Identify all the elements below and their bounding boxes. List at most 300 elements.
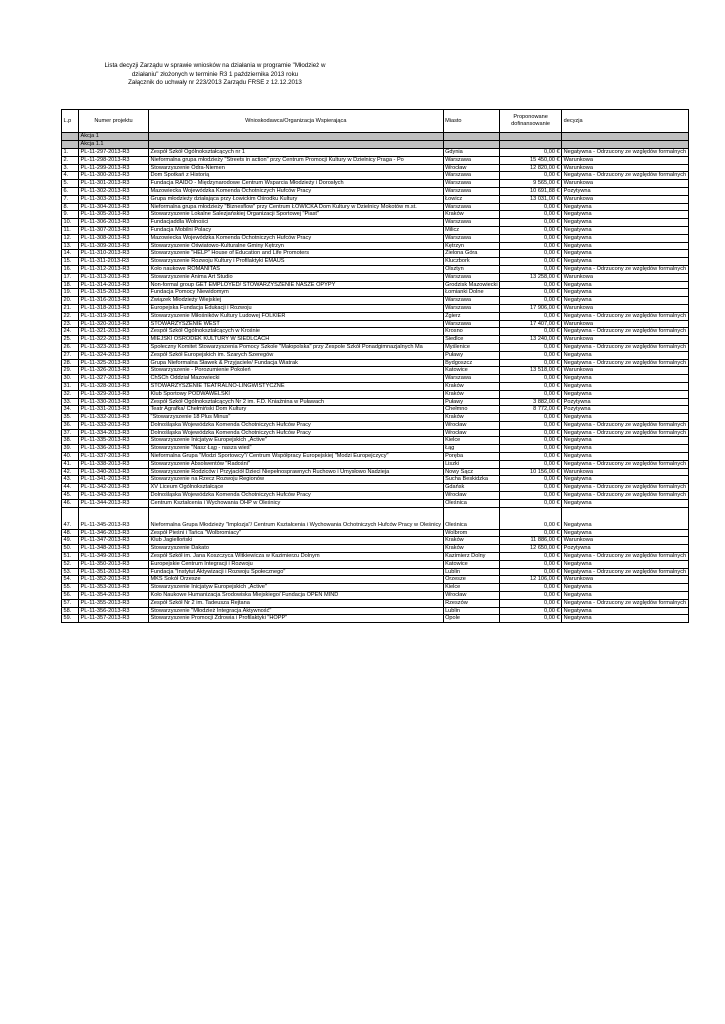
cell-project-number: PL-11-324-2013-R3 xyxy=(79,351,149,359)
table-row xyxy=(62,607,689,615)
cell-project-number: PL-11-348-2013-R3 xyxy=(79,545,149,553)
cell-project-number: PL-11-309-2013-R3 xyxy=(79,242,149,250)
cell-amount: 0,00 € xyxy=(500,529,562,537)
table-row xyxy=(62,460,689,468)
cell-organization: Centrum Kształcenia i Wychowania OHP w Oleśnicy xyxy=(149,499,444,507)
cell-project-number: PL-11-350-2013-R3 xyxy=(79,560,149,568)
cell-project-number: PL-11-297-2013-R3 xyxy=(79,149,149,157)
cell-decision: Negatywna - Odrzucony ze względów formalnych xyxy=(563,553,687,560)
cell-lp: 57. xyxy=(62,599,79,607)
cell-amount: 0,00 € xyxy=(500,445,562,453)
cell-project-number: PL-11-340-2013-R3 xyxy=(79,468,149,476)
cell-city: Opole xyxy=(443,615,500,623)
cell-city: Orzesze xyxy=(443,576,500,584)
cell-lp: 18. xyxy=(62,281,79,289)
cell-project-number: PL-11-312-2013-R3 xyxy=(79,265,149,273)
cell-project-number: PL-11-316-2013-R3 xyxy=(79,297,149,305)
cell-amount: 0,00 € xyxy=(500,421,562,429)
cell-amount: 0,00 € xyxy=(500,149,562,157)
cell-decision: Negatywna xyxy=(562,281,689,289)
cell-organization: Grupa Nieformalna Sławek & Przyjaciele/ Fundacja Wiatrak xyxy=(149,359,444,367)
cell-decision: Warunkowa xyxy=(562,304,689,312)
cell-project-number: PL-11-334-2013-R3 xyxy=(79,429,149,437)
col-header-city: Miasto xyxy=(443,110,500,133)
document-header xyxy=(70,62,360,88)
cell-organization: Klub Jagielloński xyxy=(149,537,444,545)
cell-amount: 12 106,00 € xyxy=(500,576,562,584)
table-row xyxy=(62,258,689,266)
cell-lp: 51. xyxy=(62,553,79,561)
cell-decision: Negatywna - Odrzucony ze względów formalnych xyxy=(563,149,687,155)
cell-decision: Pozytywna xyxy=(562,187,689,195)
cell-lp: 47. xyxy=(62,507,79,529)
cell-organization: Stowarzyszenie Lokalne Salezjańskiej Organizacji Sportowej "Piast" xyxy=(149,211,444,219)
table-row xyxy=(62,164,689,172)
cell-decision: Negatywna xyxy=(562,351,689,359)
cell-city: Warszawa xyxy=(443,156,500,164)
cell-organization: Stowarzyszenie na Rzecz Rozwoju Regionów xyxy=(149,476,444,484)
cell-project-number: PL-11-302-2013-R3 xyxy=(79,187,149,195)
cell-project-number: PL-11-341-2013-R3 xyxy=(79,476,149,484)
cell-city: Liszki xyxy=(443,460,500,468)
cell-decision: Negatywna xyxy=(562,414,689,422)
cell-amount: 0,00 € xyxy=(500,584,562,592)
cell-lp: 1. xyxy=(62,149,79,157)
cell-city: Wrocław xyxy=(443,429,500,437)
table-row xyxy=(62,149,689,157)
cell-decision: Negatywna xyxy=(562,258,689,266)
table-row xyxy=(62,390,689,398)
cell-city: Poręba xyxy=(443,453,500,461)
cell-lp: 25. xyxy=(62,336,79,344)
cell-amount: 0,00 € xyxy=(500,359,562,367)
cell-organization: Zespół Szkół Ogólnokształcących w Krośnie xyxy=(149,328,444,336)
cell-project-number: PL-11-351-2013-R3 xyxy=(79,568,149,576)
table-row xyxy=(62,172,689,180)
cell-city: Warszawa xyxy=(443,203,500,211)
cell-organization: Fundacja Mobilni Polacy xyxy=(149,226,444,234)
cell-lp: 6. xyxy=(62,187,79,195)
cell-decision: Negatywna xyxy=(562,592,689,600)
cell-amount: 3 882,00 € xyxy=(500,398,562,406)
cell-project-number: PL-11-342-2013-R3 xyxy=(79,484,149,492)
cell-lp: 9. xyxy=(62,211,79,219)
cell-organization: Mazowiecka Wojewódzka Komenda Ochotniczych Hufców Pracy xyxy=(149,187,444,195)
cell-organization: Koło naukowe ROMANITAS xyxy=(149,265,444,273)
cell-city: Kraków xyxy=(443,390,500,398)
col-header-org: Wnioskodawca/Organizacja Wspierająca xyxy=(149,110,444,133)
cell-project-number: PL-11-310-2013-R3 xyxy=(79,250,149,258)
cell-city: Bydgoszcz xyxy=(443,359,500,367)
cell-lp: 20. xyxy=(62,297,79,305)
cell-city: Kraków xyxy=(443,545,500,553)
cell-city: Wolbrom xyxy=(443,529,500,537)
cell-lp: 14. xyxy=(62,250,79,258)
table-row xyxy=(62,453,689,461)
table-row xyxy=(62,560,689,568)
table-row xyxy=(62,312,689,320)
cell-organization: Europejskie Centrum Integracji i Rozwoju xyxy=(149,560,444,568)
cell-lp: 29. xyxy=(62,367,79,375)
cell-organization: Stowarzyszenie Anima Art Studio xyxy=(149,273,444,281)
cell-lp: 49. xyxy=(62,537,79,545)
table-row xyxy=(62,180,689,188)
cell-city: Katowice xyxy=(443,560,500,568)
cell-city: Rzeszów xyxy=(443,599,500,607)
cell-decision: Negatywna - Odrzucony ze względów formalnych xyxy=(563,328,687,335)
cell-amount: 11 886,00 € xyxy=(500,537,562,545)
table-row xyxy=(62,445,689,453)
cell-amount: 0,00 € xyxy=(500,351,562,359)
cell-decision: Negatywna xyxy=(562,219,689,227)
cell-lp: 39. xyxy=(62,445,79,453)
cell-amount: 10 156,00 € xyxy=(500,468,562,476)
cell-amount: 0,00 € xyxy=(500,437,562,445)
cell-decision: Negatywna xyxy=(562,390,689,398)
cell-decision: Pozytywna xyxy=(562,398,689,406)
cell-amount: 13 031,00 € xyxy=(500,195,562,203)
cell-project-number: PL-11-327-2013-R3 xyxy=(79,375,149,383)
table-row xyxy=(62,375,689,383)
cell-city: Milicz xyxy=(443,226,500,234)
cell-project-number: PL-11-346-2013-R3 xyxy=(79,529,149,537)
cell-amount: 0,00 € xyxy=(500,507,562,529)
cell-decision: Warunkowa xyxy=(562,537,689,545)
cell-project-number: PL-11-332-2013-R3 xyxy=(79,414,149,422)
cell-project-number: PL-11-345-2013-R3 xyxy=(79,507,149,529)
cell-city: Myślenice xyxy=(443,343,500,351)
group-label: Akcja 1.1 xyxy=(79,141,149,149)
header-line-2: działaniu" złożonych w terminie R3 1 października 2013 roku xyxy=(131,70,299,78)
cell-city: Kraków xyxy=(443,414,500,422)
cell-amount: 0,00 € xyxy=(500,607,562,615)
cell-city: Lublin xyxy=(443,607,500,615)
cell-city: Warszawa xyxy=(443,375,500,383)
cell-lp: 23. xyxy=(62,320,79,328)
cell-city: Kielce xyxy=(443,584,500,592)
cell-project-number: PL-11-321-2013-R3 xyxy=(79,328,149,336)
cell-decision: Negatywna xyxy=(562,297,689,305)
cell-amount: 17 906,00 € xyxy=(500,304,562,312)
cell-amount: 0,00 € xyxy=(500,599,562,607)
cell-organization: Dom Spotkań z Historią xyxy=(149,172,444,180)
cell-decision: Negatywna - Odrzucony ze względów formalnych xyxy=(563,265,687,272)
cell-lp: 38. xyxy=(62,437,79,445)
cell-amount: 0,00 € xyxy=(500,258,562,266)
cell-city: Łomianki Dolne xyxy=(443,289,500,297)
cell-organization: MIEJSKI OŚRODEK KULTURY W SIEDLCACH xyxy=(149,336,444,344)
cell-amount: 0,00 € xyxy=(500,615,562,623)
cell-project-number: PL-11-347-2013-R3 xyxy=(79,537,149,545)
cell-lp: 28. xyxy=(62,359,79,367)
cell-decision: Negatywna xyxy=(562,453,689,461)
cell-organization: Klub Sportowy PODWAWELSKI xyxy=(149,390,444,398)
cell-project-number: PL-11-319-2013-R3 xyxy=(79,312,149,320)
cell-project-number: PL-11-299-2013-R3 xyxy=(79,164,149,172)
table-row xyxy=(62,398,689,406)
cell-project-number: PL-11-328-2013-R3 xyxy=(79,382,149,390)
cell-decision: Negatywna xyxy=(562,560,689,568)
cell-project-number: PL-11-301-2013-R3 xyxy=(79,180,149,188)
cell-amount: 8 772,00 € xyxy=(500,406,562,414)
cell-amount: 0,00 € xyxy=(500,250,562,258)
table-header-row xyxy=(62,110,689,133)
cell-organization: Fundacja Pomocy Niewidomym xyxy=(149,289,444,297)
cell-amount: 0,00 € xyxy=(500,382,562,390)
cell-decision: Negatywna xyxy=(562,445,689,453)
cell-decision: Warunkowa xyxy=(562,367,689,375)
cell-decision: Negatywna - Odrzucony ze względów formalnych xyxy=(563,599,687,606)
cell-amount: 10 691,88 € xyxy=(500,187,562,195)
cell-organization: STOWARZYSZENIE WEST xyxy=(149,320,444,328)
cell-lp: 55. xyxy=(62,584,79,592)
cell-organization: "Stowarzyszenie 18 Plus Minus" xyxy=(149,414,444,422)
table-row xyxy=(62,234,689,242)
cell-lp: 15. xyxy=(62,258,79,266)
cell-lp: 31. xyxy=(62,382,79,390)
cell-organization: Stowarzyszenie Rodziców i Przyjaciół Dzieci Niepełnosprawnych Ruchowo i Umysłowo Nadzieja xyxy=(149,468,444,476)
cell-city: Olsztyn xyxy=(443,265,500,273)
cell-lp: 59. xyxy=(62,615,79,623)
cell-decision: Warunkowa xyxy=(562,180,689,188)
cell-amount: 0,00 € xyxy=(500,592,562,600)
cell-lp: 37. xyxy=(62,429,79,437)
table-row xyxy=(62,437,689,445)
cell-amount: 0,00 € xyxy=(500,203,562,211)
cell-city: Wrocław xyxy=(443,592,500,600)
cell-organization: Stowarzyszenie Oświatowo-Kulturalne Gminy Kętrzyn xyxy=(149,242,444,250)
cell-organization: Europejska Fundacja Edukacji i Rozwoju xyxy=(149,304,444,312)
table-row xyxy=(62,211,689,219)
cell-project-number: PL-11-326-2013-R3 xyxy=(79,367,149,375)
cell-decision: Warunkowa xyxy=(562,195,689,203)
cell-city: Kielce xyxy=(443,437,500,445)
table-row xyxy=(62,187,689,195)
cell-city: Warszawa xyxy=(443,172,500,180)
table-row xyxy=(62,195,689,203)
cell-amount: 0,00 € xyxy=(500,453,562,461)
table-row xyxy=(62,468,689,476)
cell-city: Oleśnica xyxy=(443,507,500,529)
cell-decision: Negatywna xyxy=(562,476,689,484)
cell-decision: Pozytywna xyxy=(562,406,689,414)
cell-project-number: PL-11-306-2013-R3 xyxy=(79,219,149,227)
cell-amount: 0,00 € xyxy=(500,281,562,289)
cell-lp: 8. xyxy=(62,203,79,211)
cell-lp: 4. xyxy=(62,172,79,180)
cell-project-number: PL-11-356-2013-R3 xyxy=(79,607,149,615)
cell-project-number: PL-11-335-2013-R3 xyxy=(79,437,149,445)
cell-organization: Społeczny Komitet Stowarzyszenia Pomocy Szkole "Małopolska" przy Zespole Szkół Ponadgimnazjalnych Ma xyxy=(149,343,444,351)
cell-lp: 52. xyxy=(62,560,79,568)
cell-organization: Stowarzyszenie Absolwentów "Radośni" xyxy=(149,460,444,468)
cell-organization: Stowarzyszenie "Nasz Łąg - nasza wieś" xyxy=(149,445,444,453)
cell-project-number: PL-11-330-2013-R3 xyxy=(79,398,149,406)
cell-organization: Fundacja RAIDO - Międzynarodowe Centrum Wsparcia Młodzieży i Dorosłych xyxy=(149,180,444,188)
cell-lp: 46. xyxy=(62,499,79,507)
cell-amount: 17 407,00 € xyxy=(500,320,562,328)
cell-decision: Negatywna xyxy=(562,499,689,507)
cell-project-number: PL-11-343-2013-R3 xyxy=(79,492,149,500)
cell-project-number: PL-11-357-2013-R3 xyxy=(79,615,149,623)
cell-city: Katowice xyxy=(443,367,500,375)
table-row xyxy=(62,499,689,507)
cell-amount: 0,00 € xyxy=(500,343,562,351)
decisions-table xyxy=(61,109,689,623)
cell-amount: 0,00 € xyxy=(500,265,562,273)
cell-city: Warszawa xyxy=(443,234,500,242)
cell-organization: Stowarzyszenie Dakato xyxy=(149,545,444,553)
cell-decision: Negatywna - Odrzucony ze względów formalnych xyxy=(563,359,687,366)
table-row xyxy=(62,592,689,600)
cell-organization: Mazowiecka Wojewódzka Komenda Ochotniczych Hufców Pracy xyxy=(149,234,444,242)
cell-amount: 0,00 € xyxy=(500,484,562,492)
cell-amount: 0,00 € xyxy=(500,499,562,507)
cell-project-number: PL-11-311-2013-R3 xyxy=(79,258,149,266)
cell-lp: 34. xyxy=(62,406,79,414)
cell-decision: Pozytywna xyxy=(562,545,689,553)
cell-city: Wrocław xyxy=(443,421,500,429)
col-header-amount-line1: Proponowane xyxy=(513,114,548,120)
cell-amount: 0,00 € xyxy=(500,390,562,398)
cell-project-number: PL-11-325-2013-R3 xyxy=(79,359,149,367)
cell-organization: Koło Naukowe Humanizacja Środowiska Miejskiego/ Fundacja OPEN MIND xyxy=(149,592,444,600)
cell-city: Kazimierz Dolny xyxy=(443,553,500,561)
cell-organization: Zespół Szkół Nr 2 im. Tadeusza Rejtana xyxy=(149,599,444,607)
cell-lp: 5. xyxy=(62,180,79,188)
table-row xyxy=(62,289,689,297)
cell-organization: Stowarzyszenie - Porozumienie Pokoleń xyxy=(149,367,444,375)
cell-amount: 12 650,00 € xyxy=(500,545,562,553)
cell-lp: 44. xyxy=(62,484,79,492)
cell-amount: 0,00 € xyxy=(500,414,562,422)
cell-city: Chełmno xyxy=(443,406,500,414)
cell-organization: Zespół Pieśni i Tańca "Wolbromiacy" xyxy=(149,529,444,537)
cell-lp: 48. xyxy=(62,529,79,537)
cell-decision: Warunkowa xyxy=(562,320,689,328)
cell-decision: Warunkowa xyxy=(562,576,689,584)
cell-lp: 45. xyxy=(62,492,79,500)
cell-project-number: PL-11-349-2013-R3 xyxy=(79,553,149,561)
cell-project-number: PL-11-307-2013-R3 xyxy=(79,226,149,234)
cell-amount: 0,00 € xyxy=(500,560,562,568)
cell-organization: Non-formal group GET EMPLOYED/ STOWARZYSZENIE NASZE OPYPY xyxy=(149,281,444,289)
cell-amount: 0,00 € xyxy=(500,172,562,180)
table-row xyxy=(62,576,689,584)
cell-amount: 0,00 € xyxy=(500,328,562,336)
cell-organization: Dolnośląska Wojewódzka Komenda Ochotniczych Hufców Pracy xyxy=(149,492,444,500)
cell-city: Sucha Beskidzka xyxy=(443,476,500,484)
cell-decision: Negatywna - Odrzucony ze względów formalnych xyxy=(563,172,687,179)
cell-decision: Warunkowa xyxy=(562,156,689,164)
cell-decision: Negatywna xyxy=(562,375,689,383)
table-row xyxy=(62,226,689,234)
cell-lp: 17. xyxy=(62,273,79,281)
cell-amount: 0,00 € xyxy=(500,297,562,305)
cell-amount: 0,00 € xyxy=(500,219,562,227)
cell-organization: Stowarzyszenie "Młodzież Integracja Aktywność" xyxy=(149,607,444,615)
cell-decision: Warunkowa xyxy=(562,468,689,476)
cell-amount: 0,00 € xyxy=(500,568,562,576)
cell-project-number: PL-11-305-2013-R3 xyxy=(79,211,149,219)
cell-city: Siedlce xyxy=(443,336,500,344)
table-row xyxy=(62,242,689,250)
cell-decision: Negatywna xyxy=(562,615,689,623)
cell-organization: STOWARZYSZENIE TEATRALNO-LINGWISTYCZNE xyxy=(149,382,444,390)
cell-organization: ChSCh Oddział Mazowiecki xyxy=(149,375,444,383)
cell-city: Gdynia xyxy=(443,149,500,157)
table-row xyxy=(62,476,689,484)
table-row xyxy=(62,492,689,500)
cell-city: Kętrzyn xyxy=(443,242,500,250)
cell-city: Nowy Sącz xyxy=(443,468,500,476)
cell-organization: Stowarzyszenie Rozwoju Kultury i Profilaktyki EMAUS xyxy=(149,258,444,266)
cell-city: Gdańsk xyxy=(443,484,500,492)
cell-city: Kraków xyxy=(443,537,500,545)
cell-project-number: PL-11-304-2013-R3 xyxy=(79,203,149,211)
cell-lp: 19. xyxy=(62,289,79,297)
header-line-1: Lista decyzji Zarządu w sprawie wniosków na działania w programie "Młodzież w xyxy=(104,62,326,69)
cell-decision: Warunkowa xyxy=(562,164,689,172)
cell-organization: Zespół Szkół Ogólnokształcących Nr 2 im. F.D. Kniaźnina w Puławach xyxy=(149,398,444,406)
cell-project-number: PL-11-298-2013-R3 xyxy=(79,156,149,164)
table-row xyxy=(62,250,689,258)
cell-amount: 0,00 € xyxy=(500,242,562,250)
cell-lp: 43. xyxy=(62,476,79,484)
cell-decision: Warunkowa xyxy=(562,336,689,344)
cell-lp: 26. xyxy=(62,343,79,351)
cell-organization: Nieformalna Grupa Młodzieży "Implozja"/ Centrum Kształcenia i Wychowania Ochotniczych Hufców Pracy w Oleśnicy xyxy=(149,507,444,529)
group-row xyxy=(62,141,689,149)
cell-decision: Negatywna xyxy=(562,226,689,234)
cell-city: Oleśnica xyxy=(443,499,500,507)
cell-organization: Zespół Szkół Ogólnokształcących nr 1 xyxy=(149,149,444,157)
cell-lp: 3. xyxy=(62,164,79,172)
cell-project-number: PL-11-300-2013-R3 xyxy=(79,172,149,180)
cell-decision: Negatywna - Odrzucony ze względów formalnych xyxy=(563,484,687,491)
table-row xyxy=(62,414,689,422)
table-row xyxy=(62,281,689,289)
cell-amount: 0,00 € xyxy=(500,375,562,383)
cell-lp: 10. xyxy=(62,219,79,227)
cell-organization: Dolnośląska Wojewódzka Komenda Ochotniczych Hufców Pracy xyxy=(149,429,444,437)
col-header-lp: L.p xyxy=(62,110,79,133)
cell-decision: Negatywna xyxy=(562,584,689,592)
cell-decision: Negatywna - Odrzucony ze względów formalnych xyxy=(563,492,687,499)
cell-lp: 56. xyxy=(62,592,79,600)
cell-decision: Negatywna xyxy=(562,250,689,258)
cell-project-number: PL-11-354-2013-R3 xyxy=(79,592,149,600)
col-header-decision: decyzja xyxy=(562,110,689,133)
cell-project-number: PL-11-318-2013-R3 xyxy=(79,304,149,312)
cell-organization: Zespół Szkół im. Jana Koszczyca Witkiewicza w Kazimierzu Dolnym xyxy=(149,553,444,561)
cell-amount: 0,00 € xyxy=(500,476,562,484)
table-row xyxy=(62,568,689,576)
cell-amount: 0,00 € xyxy=(500,553,562,561)
group-row xyxy=(62,133,689,141)
cell-city: Warszawa xyxy=(443,297,500,305)
cell-project-number: PL-11-315-2013-R3 xyxy=(79,289,149,297)
cell-organization: Stowarzyszenie "HELP" House of Education and Life Promoters xyxy=(149,250,444,258)
cell-project-number: PL-11-333-2013-R3 xyxy=(79,421,149,429)
table-row xyxy=(62,336,689,344)
col-header-amount-line2: dofinansowanie xyxy=(511,121,551,127)
cell-amount: 13 240,00 € xyxy=(500,336,562,344)
cell-organization: Stowarzyszenie Inicjatyw Europejskich „Active" xyxy=(149,584,444,592)
table-row xyxy=(62,545,689,553)
cell-decision: Negatywna - Odrzucony ze względów formalnych xyxy=(563,421,687,428)
cell-decision: Negatywna xyxy=(562,203,689,211)
